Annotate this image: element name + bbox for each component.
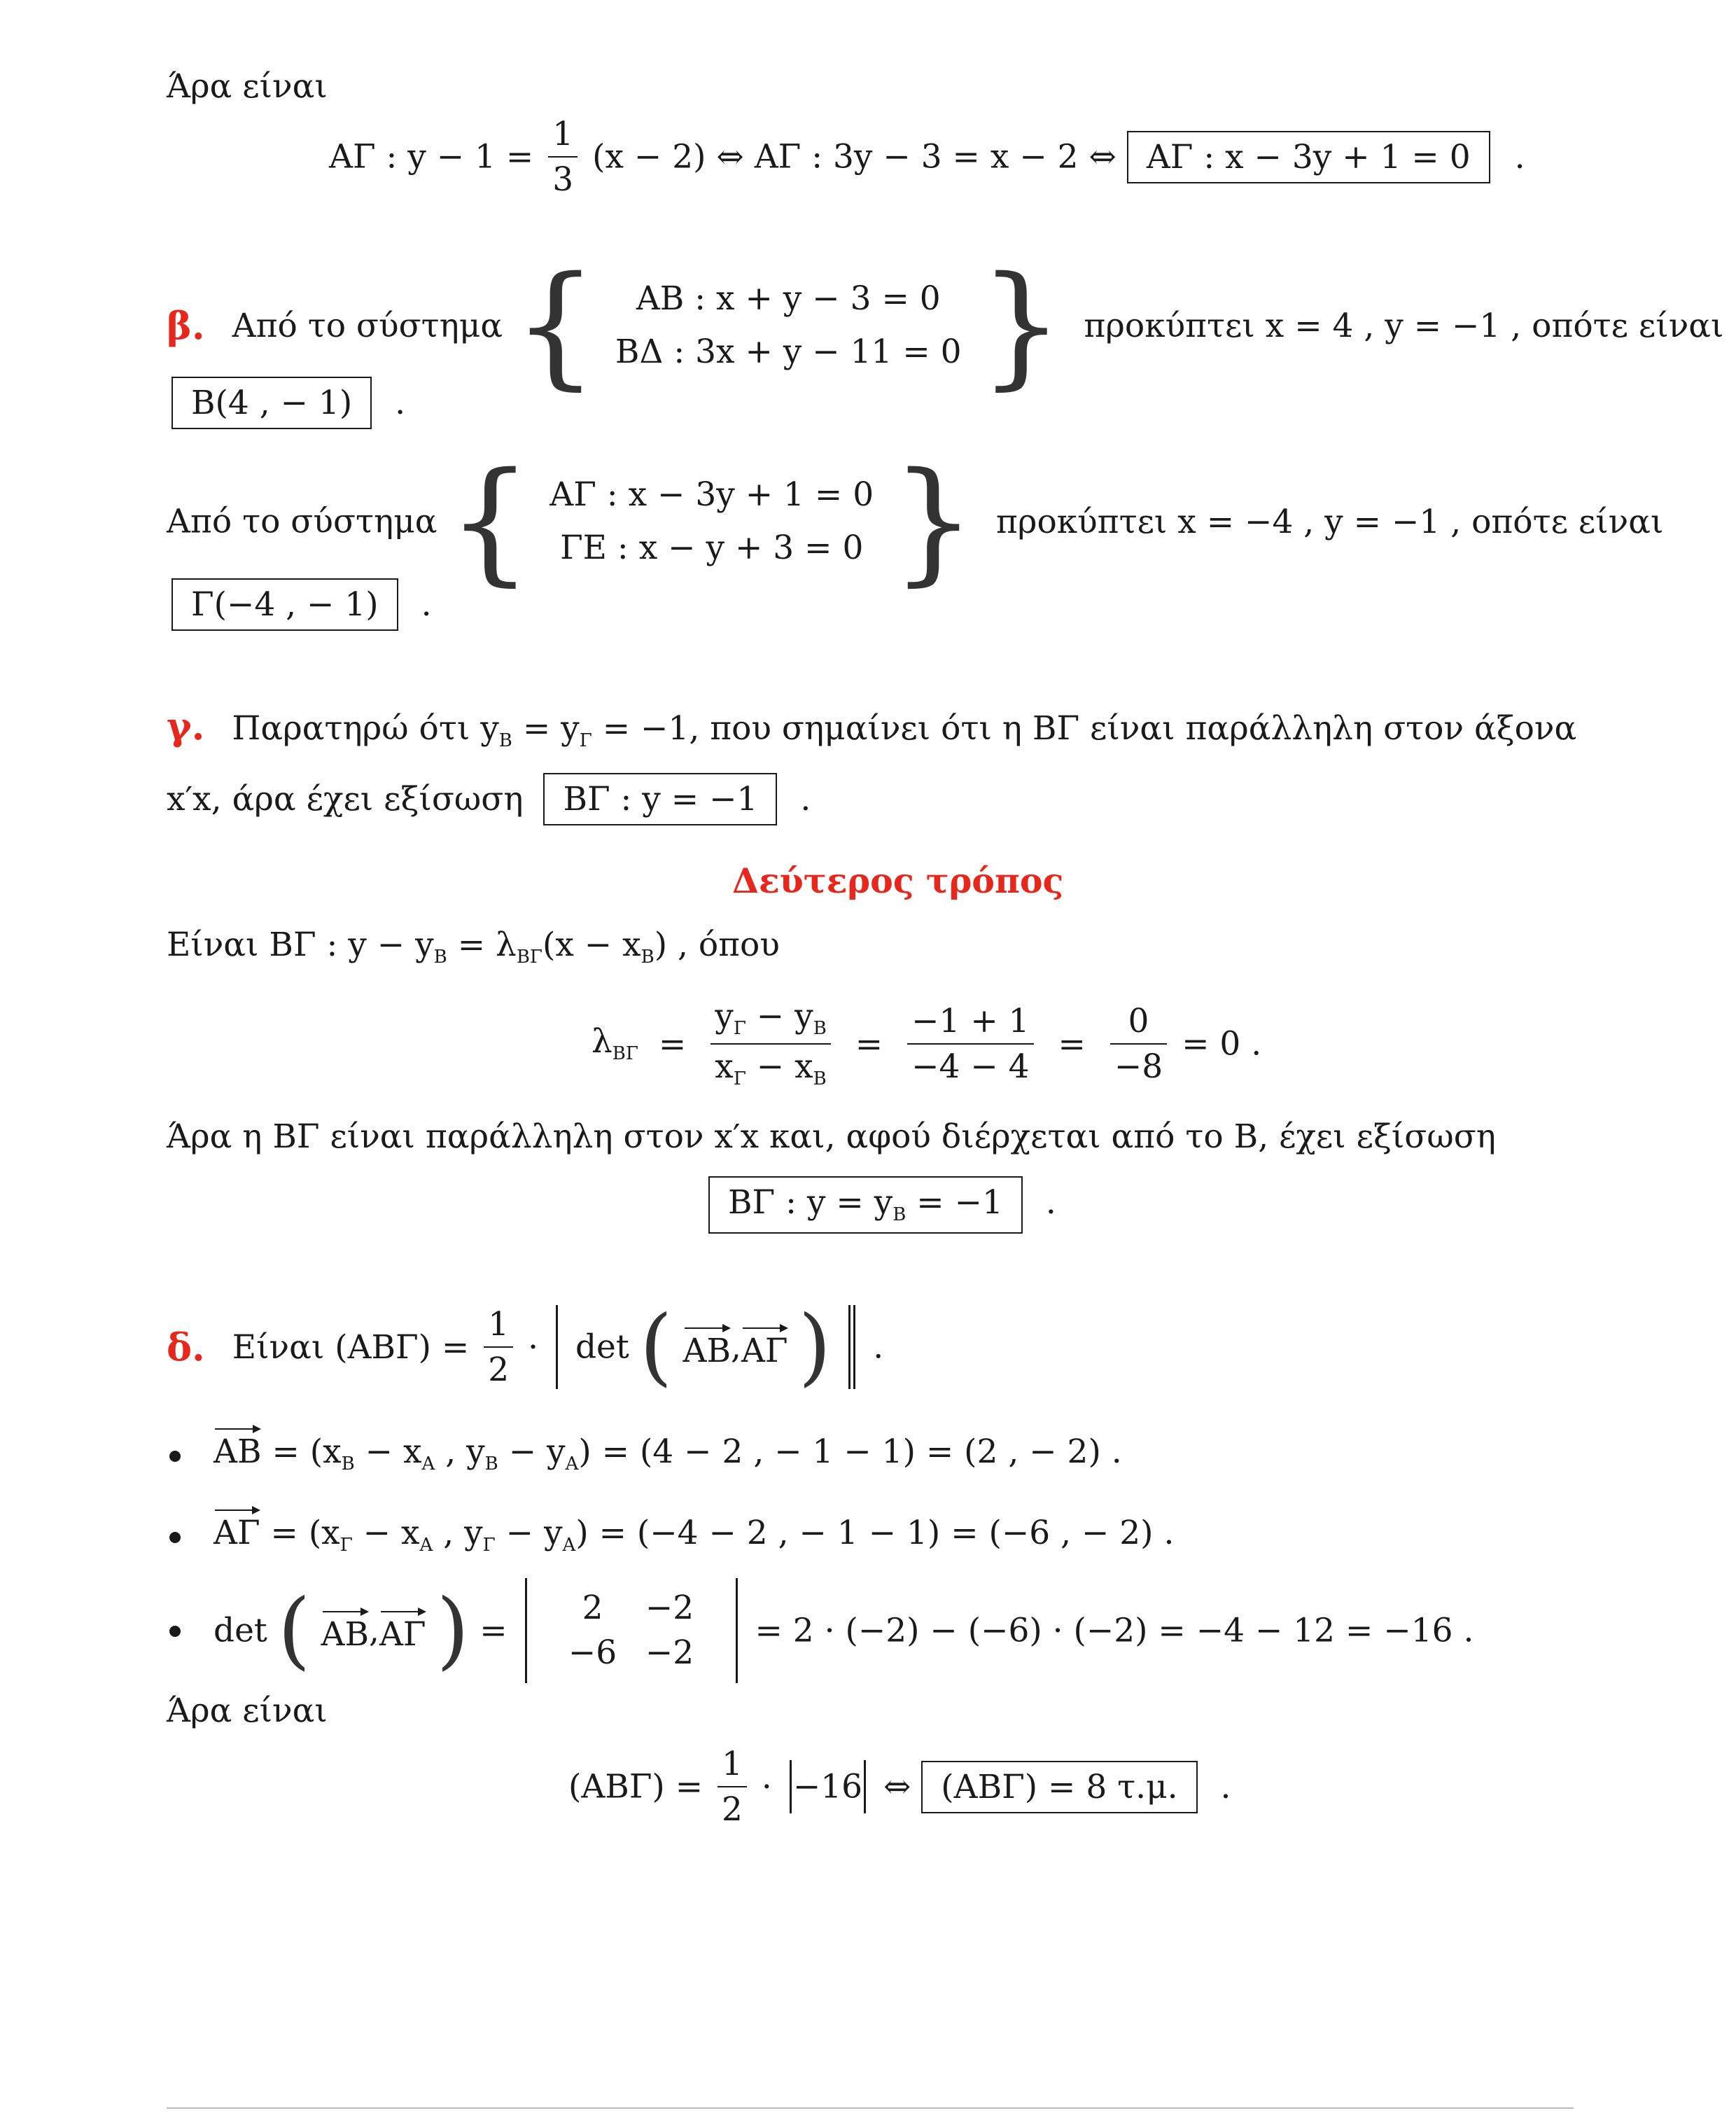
- boxed-bg-second-line: [708, 1176, 1056, 1234]
- text: − x: [352, 1514, 420, 1552]
- text: Από το σύστημα: [167, 502, 438, 541]
- text: y: [715, 997, 734, 1035]
- text: ) = (4 − 2 , − 1 − 1) = (2 , − 2) .: [578, 1432, 1122, 1471]
- text: = −1, που σημαίνει ότι η ΒΓ είναι παράλληλη στον άξονα: [602, 709, 1577, 748]
- section-label-delta: δ.: [167, 1325, 205, 1369]
- fraction-numerator: 1: [718, 1748, 747, 1787]
- gamma-equation-line: [167, 773, 811, 825]
- heading-second-method: [732, 860, 1064, 901]
- boxed-b-line: [172, 377, 405, 429]
- paren-left: (: [277, 1582, 311, 1679]
- eq-part: (x − 2) ⇔ ΑΓ : 3y − 3 = x − 2 ⇔: [592, 137, 1116, 176]
- comma: ,: [730, 1327, 741, 1367]
- subscript: Β: [640, 947, 654, 968]
- system-eq-ag: ΑΓ : x − 3y + 1 = 0: [550, 475, 874, 514]
- subscript: Α: [419, 1535, 433, 1556]
- text: = λ: [457, 926, 517, 964]
- matrix-cell: −2: [645, 1589, 694, 1627]
- text: − y: [498, 1432, 566, 1471]
- subscript: Γ: [579, 730, 592, 751]
- period: .: [1514, 137, 1525, 176]
- text: Άρα είναι: [167, 67, 328, 106]
- subscript: Β: [341, 1453, 355, 1474]
- text-ara-einai-1: [167, 67, 328, 106]
- bullet-det-line: [214, 1578, 1474, 1683]
- text: , y: [435, 1432, 485, 1471]
- det: det: [214, 1611, 267, 1650]
- subscript: Γ: [733, 1068, 746, 1089]
- text: = −1: [906, 1183, 1003, 1222]
- fraction-zero: [1110, 1002, 1167, 1086]
- text: Είναι (ΑΒΓ) =: [232, 1327, 470, 1367]
- subscript: Β: [433, 947, 447, 968]
- text: προκύπτει x = −4 , y = −1 , οπότε είναι: [995, 502, 1664, 541]
- text: προκύπτει x = 4 , y = −1 , οπότε είναι: [1084, 306, 1724, 345]
- paren-right: ): [436, 1582, 470, 1679]
- subscript: ΒΓ: [516, 947, 542, 968]
- dot-operator: ·: [528, 1327, 539, 1367]
- subscript: ΒΓ: [612, 1043, 638, 1064]
- fraction-denominator: −8: [1114, 1047, 1163, 1086]
- fraction-denominator: −4 − 4: [911, 1047, 1030, 1086]
- text: = y: [522, 709, 580, 748]
- matrix-row: [554, 1631, 708, 1675]
- abs-bar-right-2: [853, 1305, 855, 1389]
- fraction-numerator: [710, 997, 831, 1045]
- abs-bar-left: [790, 1760, 792, 1813]
- equals: =: [1058, 1024, 1086, 1064]
- boxed-result-area: (ΑΒΓ) = 8 τ.μ.: [921, 1761, 1197, 1813]
- abs-bar-right: [848, 1305, 850, 1389]
- boxed-result-bg: ΒΓ : y = −1: [543, 773, 777, 825]
- det: det: [575, 1327, 629, 1367]
- lambda: [592, 1022, 638, 1064]
- period: .: [421, 585, 432, 624]
- fraction-one-half: [718, 1745, 747, 1829]
- result: = 0 .: [1182, 1024, 1262, 1064]
- period: .: [1045, 1183, 1056, 1222]
- text: = (x: [270, 1514, 340, 1552]
- heading-text: Δεύτερος τρόπος: [732, 860, 1064, 901]
- fraction-denominator: [710, 1045, 831, 1088]
- second-method-line1: [167, 928, 780, 966]
- subscript: Β: [813, 1018, 827, 1039]
- fraction-numerator: 1: [484, 1308, 513, 1348]
- vector-ab: ΑΒ: [683, 1327, 731, 1367]
- boxed-result-bg-second: [708, 1176, 1023, 1234]
- fraction-denominator: 2: [488, 1351, 510, 1389]
- vector-ag: ΑΓ: [379, 1611, 426, 1651]
- equals: =: [855, 1024, 883, 1064]
- left-brace: {: [447, 444, 533, 599]
- comma: ,: [369, 1611, 379, 1650]
- fraction-denominator: 3: [552, 160, 574, 199]
- boxed-result-ag: ΑΓ : x − 3y + 1 = 0: [1127, 131, 1490, 183]
- subscript: Β: [813, 1068, 827, 1089]
- system-eq-ge: ΓΕ : x − y + 3 = 0: [560, 529, 864, 567]
- text: ) = (−4 − 2 , − 1 − 1) = (−6 , − 2) .: [575, 1514, 1175, 1552]
- subscript: Α: [565, 1453, 579, 1474]
- matrix-cell: 2: [582, 1589, 603, 1627]
- period: .: [1220, 1767, 1231, 1806]
- fraction-numerator: 0: [1110, 1005, 1167, 1045]
- matrix-cell: −2: [645, 1633, 694, 1672]
- footer-rule: [167, 2107, 1574, 2109]
- boxed-result-b: Β(4 , − 1): [172, 377, 372, 429]
- text: Άρα είναι: [167, 1692, 328, 1730]
- fraction-one-half: [484, 1305, 513, 1389]
- period: .: [873, 1327, 884, 1367]
- text: λ: [592, 1022, 612, 1061]
- subscript: Β: [892, 1204, 906, 1225]
- equation-ag-line: [329, 115, 1525, 199]
- text: (ΑΒΓ) =: [568, 1767, 704, 1806]
- bullet: [169, 1451, 181, 1462]
- text: Άρα η ΒΓ είναι παράλληλη στον x′x και, αφού διέρχεται από το Β, έχει εξίσωση: [167, 1117, 1496, 1156]
- text: − x: [354, 1432, 422, 1471]
- subscript: Β: [484, 1453, 498, 1474]
- text: ΒΓ : y = y: [728, 1183, 893, 1222]
- subscript: Α: [562, 1535, 576, 1556]
- fraction-slope-def: [710, 997, 831, 1089]
- subscript: Α: [421, 1453, 435, 1474]
- subscript: Γ: [340, 1535, 353, 1556]
- matrix-cell: −6: [568, 1633, 617, 1672]
- iff-arrow: ⇔: [883, 1767, 911, 1806]
- second-method-line3: [167, 1117, 1496, 1156]
- text: − y: [746, 997, 813, 1035]
- det-bar-right: [736, 1578, 738, 1683]
- fraction-one-third: [548, 115, 578, 199]
- right-brace: }: [979, 248, 1064, 403]
- system-eq-ab: ΑΒ : x + y − 3 = 0: [636, 279, 941, 318]
- fraction-denominator: 2: [722, 1790, 743, 1829]
- text: Παρατηρώ ότι y: [232, 709, 499, 748]
- subscript: Β: [498, 730, 512, 751]
- eq-part: ΑΓ : y − 1 =: [329, 137, 534, 176]
- subscript: Γ: [482, 1535, 496, 1556]
- section-delta-line: [167, 1298, 884, 1395]
- matrix-row: [554, 1586, 708, 1631]
- equals: =: [658, 1024, 687, 1064]
- system-ab-bd: [615, 272, 962, 379]
- abs-bar-left: [556, 1305, 558, 1389]
- bullet: [169, 1532, 181, 1543]
- text-ara-einai-2: [167, 1692, 328, 1730]
- dot-operator: ·: [761, 1767, 772, 1806]
- equals: =: [479, 1611, 507, 1650]
- vector-ag: ΑΓ: [741, 1327, 788, 1367]
- paren-left: (: [639, 1298, 673, 1395]
- abs-bar-right: [864, 1760, 866, 1813]
- section-label-beta: β.: [167, 303, 205, 348]
- subscript: Γ: [733, 1018, 746, 1039]
- period: .: [395, 384, 406, 422]
- system-eq-bd: ΒΔ : 3x + y − 11 = 0: [615, 333, 962, 371]
- section-label-gamma: γ.: [167, 704, 205, 748]
- text: ) , όπου: [654, 926, 780, 964]
- bullet-ag-line: [214, 1509, 1174, 1554]
- slope-equation: [592, 997, 1262, 1089]
- det-bar-left: [525, 1578, 527, 1683]
- text: x′x, άρα έχει εξίσωση: [167, 780, 524, 818]
- fraction-numerator: −1 + 1: [907, 1005, 1033, 1045]
- bullet: [169, 1626, 181, 1637]
- bullet-ab-line: [214, 1428, 1122, 1473]
- text: = (x: [272, 1432, 342, 1471]
- text: x: [715, 1047, 734, 1086]
- left-brace: {: [513, 248, 598, 403]
- vector-ab: ΑΒ: [214, 1428, 261, 1468]
- vector-ab: ΑΒ: [321, 1611, 369, 1651]
- abs-value: −16: [792, 1767, 862, 1806]
- final-area-equation: [568, 1745, 1231, 1829]
- text: Από το σύστημα: [232, 306, 503, 345]
- paren-right: ): [798, 1298, 832, 1395]
- text: Είναι ΒΓ : y − y: [167, 926, 434, 964]
- fraction-numerator: 1: [548, 118, 578, 158]
- system-ag-ge-line: [167, 444, 1664, 599]
- text: − x: [746, 1047, 813, 1086]
- text: (x − x: [542, 926, 641, 964]
- vector-ag: ΑΓ: [214, 1509, 260, 1549]
- text: = 2 · (−2) − (−6) · (−2) = −4 − 12 = −16 .: [755, 1611, 1474, 1650]
- system-ag-ge: [550, 468, 874, 575]
- fraction-values: [907, 1002, 1033, 1086]
- period: .: [800, 780, 811, 818]
- section-gamma-line: [167, 704, 1577, 751]
- boxed-result-g: Γ(−4 , − 1): [172, 578, 398, 631]
- text: , y: [433, 1514, 483, 1552]
- right-brace: }: [891, 444, 976, 599]
- determinant-matrix: [554, 1586, 708, 1675]
- boxed-g-line: [172, 578, 432, 631]
- text: − y: [495, 1514, 563, 1552]
